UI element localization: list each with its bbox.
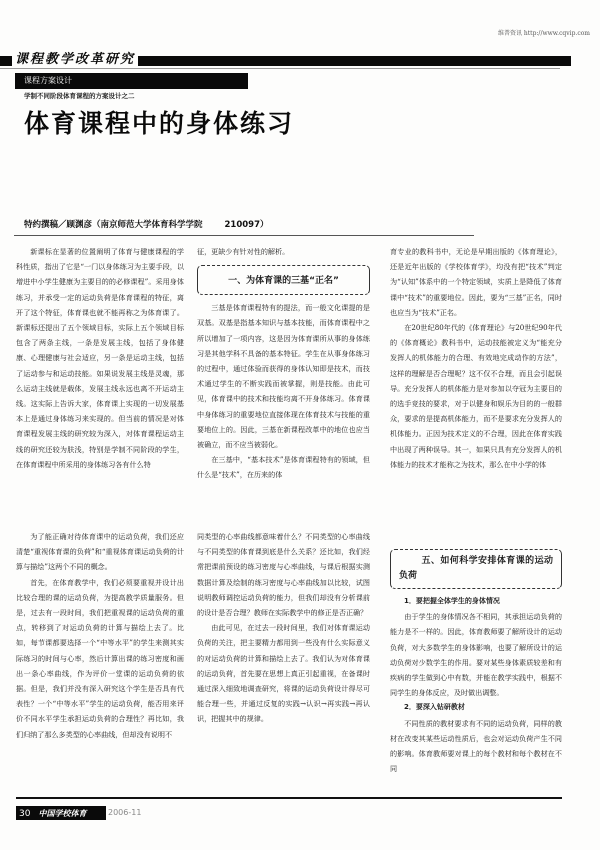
paragraph: 首先，在体育教学中，我们必须要重视并设计出比较合理的课的运动负荷，为提高教学质量服务。但是，过去有一段时间，我们把重视课的运动负荷的重点，转移到了对运动负荷的计算与描绘上去了。比如，每节课都要选择一个“中等水平”的学生来测其实际练习的时间与心率，然后计算出课的练习密度和画出一条心率曲线，作为评价一堂课的运动负荷的依据。但是，我们并没有深入研究这个学生是否具有代表性？一个“中等水平”学生的运动负荷，能否用来评价不同水平学生承担运动负荷的合理性？再比如，我们归纳了那么多类型的心率曲线，但却没有说明不 <box>16 577 184 739</box>
paragraph: 由此可见，在过去一段时间里，我们对体育课运动负荷的关注，把主要精力都用到一些没有什么实际意义的对运动负荷的计算和描绘上去了。我们认为对体育课的运动负荷，首先要在思想上真正引起重视，在备课时通过深入细致地调查研究，将课的运动负荷设计得尽可能合理一些，并通过反复的实践→认识→再实践→再认识，把握其中的规律。 <box>197 623 370 724</box>
page-number: 30 <box>19 809 31 819</box>
banner-rule <box>0 68 560 69</box>
section-label: 课程方案设计 <box>15 73 248 89</box>
subheading-2: 2．要深入钻研教材 <box>404 703 465 712</box>
byline <box>24 218 269 230</box>
column-3-bottom <box>390 529 562 776</box>
paragraph: 为了能正确对待体育课中的运动负荷，我们还应清楚“重视体育课的负荷”和“重视体育课运动负荷的计算与描绘”这两个不同的概念。 <box>16 532 184 572</box>
paragraph: 由于学生的身体情况各不相同，其承担运动负荷的能力是不一样的。因此，体育教师要了解所设计的运动负荷，对大多数学生的身体影响，也要了解所设计的运动负荷对少数学生的作用。要对某些身体素质较差和有疾病的学生做到心中有数，并能在教学实践中，根据不同学生的身体反应，及时做出调整。 <box>390 612 562 698</box>
column-2-bottom <box>197 529 370 727</box>
series-subtitle: 学制不同阶段体育课程的方案设计之二 <box>24 92 135 100</box>
byline-author: 特约撰稿／顾渊彦（南京师范大学体育科学学院 <box>24 220 203 230</box>
section-heading-5: 五、如何科学安排体育课的运动负荷 <box>390 549 562 589</box>
paragraph: 三基是体育课程特有的提法，而一般文化课提的是双基。双基是指基本知识与基本技能，而体育课程中之所以增加了一项内容，这是因为体育课所从事的身体练习是其他学科不具备的基本特征。学生在从事身体练习的过程中，通过体验而获得的身体认知即是技术，而技术通过学生的不断实践而被掌握，则是技能。由此可见，体育课中的技术和技能均离不开身体练习。体育课中身体练习的重要地位直接体现在体育技术与技能的重要地位上的。因此，三基在新课程改革中的地位也应当被确立，而不应当被弱化。 <box>197 303 370 450</box>
paragraph: 征，更缺少有针对性的解析。 <box>197 247 290 256</box>
footer-rule <box>16 797 562 799</box>
paragraph: 同类型的心率曲线都意味着什么？不同类型的心率曲线与不同类型的体育课到底是什么关系？还比如，我们经常把课前预设的练习密度与心率曲线，与课后根据实测数据计算及绘制的练习密度与心率曲线加以比较，试图说明教师调控运动负荷的能力，但我们却没有分析课前的设计是否合理？教师在实际教学中的修正是否正确？ <box>197 532 370 618</box>
column-1-top <box>16 244 184 472</box>
magazine-name: 中国学校体育 <box>38 808 87 818</box>
paragraph: 新课标在显著的位置阐明了体育与健康课程的学科性质，指出了它是“一门以身体练习为主要手段，以增进中小学生健康为主要目的的必修课程”。采用身体练习，并承受一定的运动负荷是体育课程的特征，离开了这个特征，体育课也就不能再称之为体育课了。新课标还提出了五个领域目标，实际上五个领域目标包含了两条主线，一条是发展主线，包括了身体健康、心理健康与社会适应，另一条是运动主线，包括了运动参与和运动技能。如果说发展主线是灵魂，那么运动主线就是载体，发展主线永远也离不开运动主线。这实际上告诉大家，体育课上实现的一切发展基本上是通过身体练习来实现的。但当前的情况是对体育课程发展主线的研究较为深入，对体育课程运动主线的研究还较为肤浅，特别是学制不同阶段的学生，在体育课程中所采用的身体练习各有什么特 <box>16 247 184 469</box>
column-banner-title: 课程教学改革研究 <box>12 53 138 67</box>
column-1-bottom <box>16 529 184 742</box>
article-title: 体育课程中的身体练习 <box>24 109 295 138</box>
footer-badge <box>16 806 106 820</box>
paragraph: 在三基中，“基本技术”是体育课程特有的领域，但什么是“技术”，在历来的体 <box>197 455 370 480</box>
watermark: 维普资讯 http://www.cqvip.com <box>497 30 590 37</box>
issue-date: 2006-11 <box>108 808 142 817</box>
column-banner <box>0 52 571 67</box>
byline-postcode: 210097） <box>224 220 269 230</box>
subheading-1: 1．要把握全体学生的身体情况 <box>404 597 500 605</box>
paragraph: 在20世纪80年代的《体育理论》与20世纪90年代的《体育概论》教科书中，运动技能被定义为“能充分发挥人的机体能力的合理、有效地完成动作的方法”，这样的理解是否合理呢？这不仅不合理，而且会引起误导。充分发挥人的机体能力是对参加以夺冠为主要目的的选手竞技的要求，对于以健身和娱乐为目的的一般群众，要求的是提高机体能力，而不是要求充分发挥人的机体能力。正因为技术定义的不合理，因此在体育实践中出现了两种误导。其一，如果只具有充分发挥人的机体能力的技术才能称之为技术，那么在中小学的体 <box>390 323 562 469</box>
column-2-top <box>197 244 370 483</box>
column-3-top <box>390 244 562 472</box>
paragraph: 育专业的教科书中，无论是早期出版的《体育理论》，还是近年出版的《学校体育学》，均没有把“技术”判定为“认知”体系中的一个特定领域，实质上是降低了体育课中“技术”的重要地位。因此，要为“三基”正名，同时也应当为“技术”正名。 <box>390 247 562 317</box>
byline-rule <box>14 235 474 236</box>
paragraph: 不同性质的教材要求有不同的运动负荷，同样的教材在改变其某些运动性质后，也会对运动负荷产生不同的影响。体育教师要对课上的每个教材和每个教材在不同 <box>390 718 562 774</box>
section-heading-1: 一、为体育课的三基“正名” <box>197 265 370 295</box>
